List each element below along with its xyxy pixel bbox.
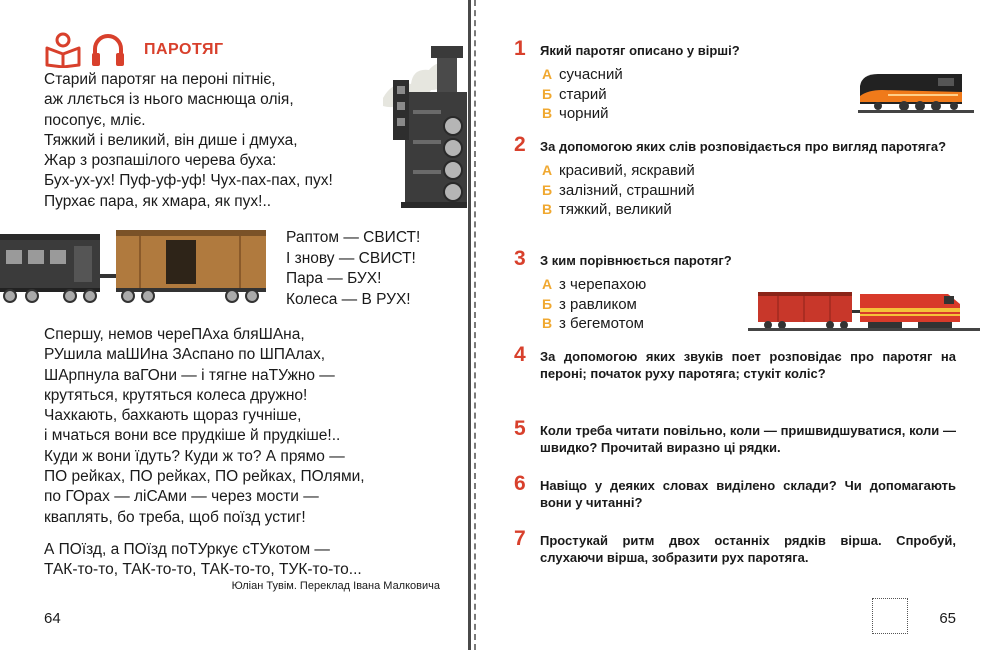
question-1 (514, 37, 820, 124)
question-number: 3 (514, 247, 526, 270)
question-7 (514, 527, 956, 566)
question-text: З ким порівнюється паротяг? (540, 253, 732, 268)
poem-header (44, 30, 224, 70)
poem-line: і мчаться вони все прудкіше й прудкіше!.. (44, 427, 341, 445)
poem-line: Тяжкий і великий, він дише і дмуха, (44, 131, 298, 149)
poem-line: РУшила маШИна ЗАспано по ШПАлах, (44, 346, 325, 364)
answer-option[interactable]: В чорний (542, 105, 609, 122)
poem-line: ТАК-то-то, ТАК-то-то, ТАК-то-то, ТУК-то-то... (44, 561, 362, 579)
poem-line: аж ллється із нього маснюща олія, (44, 91, 294, 109)
dotted-stamp-box (872, 598, 908, 634)
poem-line: Старий паротяг на пероні пітніє, (44, 71, 276, 88)
question-text: Навіщо у деяких словах виділено склади? Чи допомагають вони у читанні? (540, 478, 956, 510)
answer-option[interactable]: Б з равликом (542, 295, 637, 313)
answer-option[interactable]: В з бегемотом (542, 315, 644, 332)
left-page (0, 0, 470, 650)
poem-line: Жар з розпашілого черева буха: (44, 152, 277, 170)
stanza-3 (44, 325, 365, 528)
stanza-2 (286, 228, 420, 310)
question-text: Простукай ритм двох останніх рядків вірша. Спробуй, слухаючи вірша, зобразити рух паротяга. (540, 533, 956, 565)
question-number: 4 (514, 343, 526, 366)
poem-line: посопує, мліє. (44, 111, 146, 129)
headphones-icon (90, 32, 126, 68)
poem-line: І знову — СВИСТ! (286, 249, 416, 267)
diesel-train-illustration (748, 284, 980, 339)
page-number-right: 65 (939, 610, 956, 627)
question-number: 6 (514, 472, 526, 495)
poem-line: Раптом — СВИСТ! (286, 229, 421, 246)
answer-option[interactable]: А сучасний (542, 66, 623, 83)
page-number-left: 64 (44, 610, 61, 627)
poem-line: Куди ж вони їдуть? Куди ж то? А прямо — (44, 447, 345, 465)
poem-line: Колеса — В РУХ! (286, 290, 411, 308)
answer-option[interactable]: Б залізний, страшний (542, 181, 695, 199)
poem-line: Спершу, немов череПАха бляШАна, (44, 326, 305, 343)
question-6 (514, 472, 956, 511)
answer-option[interactable]: В тяжкий, великий (542, 201, 672, 218)
poem-line: крутяться, крутяться колеса дружно! (44, 386, 308, 404)
poem-title: ПАРОТЯГ (144, 41, 224, 58)
question-text: Коли треба читати повільно, коли — пришвидшуватися, коли — швидко? Прочитай виразно ці рядки. (540, 423, 956, 455)
question-number: 2 (514, 133, 526, 156)
poem-line: Пара — БУХ! (286, 270, 382, 287)
poem-attribution: Юліан Тувім. Переклад Івана Малковича (231, 580, 440, 592)
poem-line: Чахкають, бахкають щораз гучніше, (44, 407, 302, 425)
poem-line: ШАрпнула ваГОни — і тягне наТУжно — (44, 366, 335, 384)
question-number: 5 (514, 417, 526, 440)
question-5 (514, 417, 956, 456)
answer-option[interactable]: А красивий, яскравий (542, 162, 695, 179)
poem-line: кваплять, бо треба, щоб поїзд устиг! (44, 508, 306, 526)
answer-option[interactable]: Б старий (542, 85, 607, 103)
question-text: За допомогою яких слів розповідається про вигляд паротяга? (540, 139, 947, 154)
steam-locomotive-illustration (383, 40, 468, 215)
gutter-line (468, 0, 471, 650)
book-gutter (468, 0, 476, 650)
poem-line: по ГОрах — ліСАми — через мости — (44, 488, 319, 506)
question-number: 1 (514, 37, 526, 60)
stanza-1 (44, 70, 333, 212)
streamlined-locomotive-illustration (858, 68, 974, 121)
answer-options (542, 161, 956, 220)
question-2 (514, 133, 956, 220)
poem-line: Бух-ух-ух! Пуф-уф-уф! Чух-пах-пах, пух! (44, 172, 333, 190)
answer-option[interactable]: А з черепахою (542, 276, 647, 293)
question-4 (514, 343, 956, 382)
question-text: Який паротяг описано у вірші? (540, 43, 740, 58)
wagons-illustration (0, 226, 272, 309)
stanza-4 (44, 540, 362, 581)
question-text: За допомогою яких звуків поет розповідає про паротяг на пероні; початок руху паротяга; стукіт коліс? (540, 349, 956, 381)
poem-line: А ПОїзд, а ПОїзд поТУркує сТУкотом — (44, 541, 330, 558)
question-number: 7 (514, 527, 526, 550)
reading-book-icon (44, 32, 82, 68)
poem-line: ПО рейках, ПО рейках, ПО рейках, ПОлями, (44, 468, 365, 486)
answer-options (542, 65, 820, 124)
right-page (478, 0, 1000, 650)
gutter-dashed-line (474, 0, 476, 650)
poem-line: Пурхає пара, як хмара, як пух!.. (44, 192, 272, 210)
